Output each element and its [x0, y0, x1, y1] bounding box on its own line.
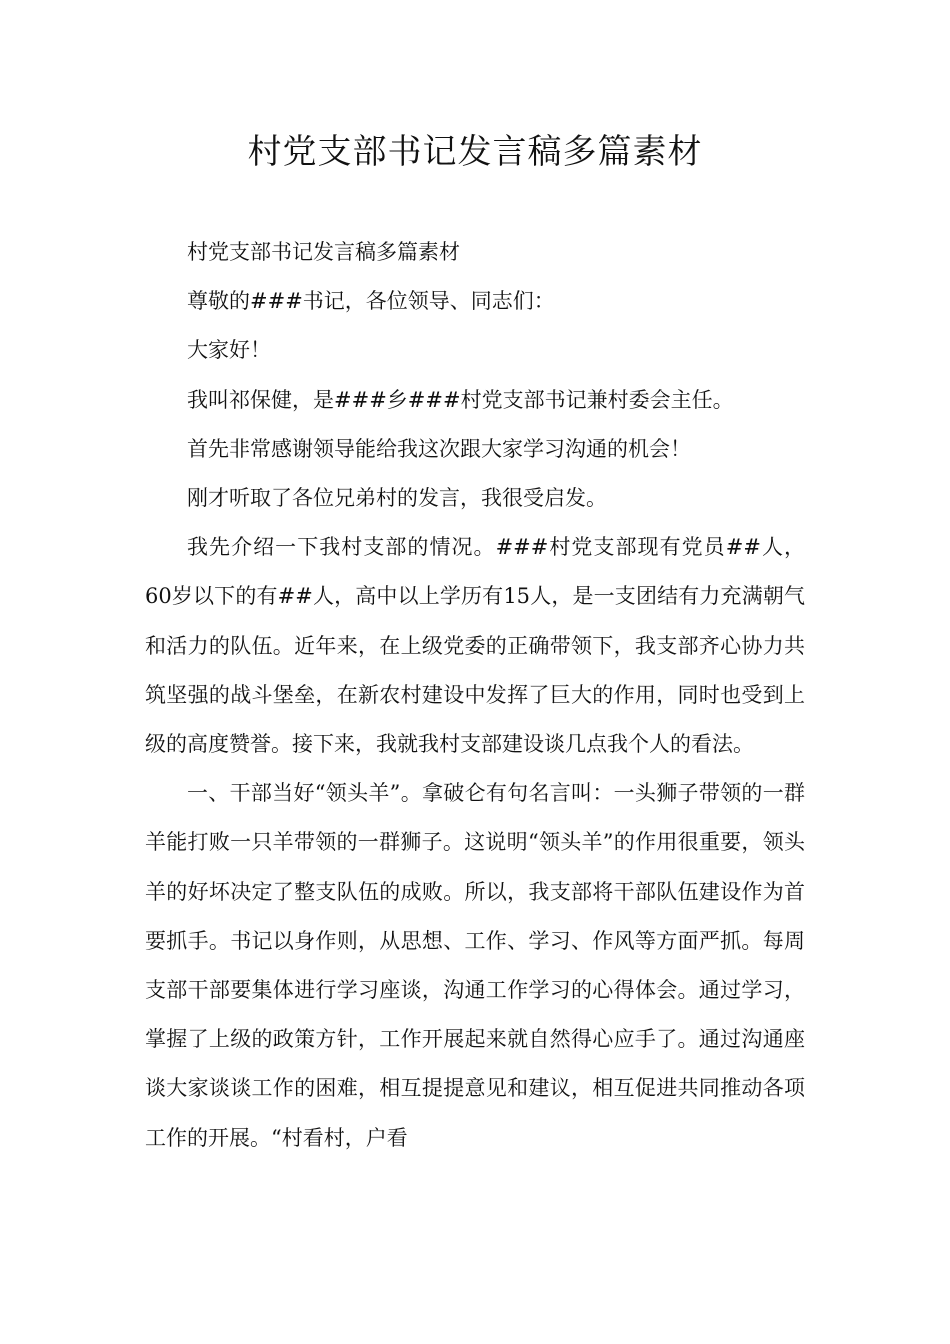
paragraph-thanks: 首先非常感谢领导能给我这次跟大家学习沟通的机会！: [187, 436, 691, 461]
paragraph-point-one: 一、干部当好“领头羊”。拿破仑有句名言叫：一头狮子带领的一群羊能打败一只羊带领的一群狮子。这说明“领头羊”的作用很重要，领头羊的好坏决定了整支队伍的成败。所以，我支部将干部队伍建设作为首要抓手。书记以身作则，从思想、工作、学习、作风等方面严抓。每周支部干部要集体进行学习座谈，沟通工作学习的心得体会。通过学习，掌握了上级的政策方针，工作开展起来就自然得心应手了。通过沟通座谈大家谈谈工作的困难，相互提提意见和建议，相互促进共同推动各项工作的开展。“村看村，户看: [145, 781, 805, 1150]
paragraph-inspired: 刚才听取了各位兄弟村的发言，我很受启发。: [187, 486, 607, 511]
paragraph-subtitle: 村党支部书记发言稿多篇素材: [187, 240, 460, 264]
paragraph-branch-overview: 我先介绍一下我村支部的情况。###村党支部现有党员##人，60岁以下的有##人，高中以上学历有15人，是一支团结有力充满朝气和活力的队伍。近年来，在上级党委的正确带领下，我支部齐心协力共筑坚强的战斗堡垒，在新农村建设中发挥了巨大的作用，同时也受到上级的高度赞誉。接下来，我就我村支部建设谈几点我个人的看法。: [145, 535, 805, 757]
paragraph-self-introduction: 我叫祁保健，是###乡###村党支部书记兼村委会主任。: [187, 387, 734, 412]
paragraph-salutation: 尊敬的###书记，各位领导、同志们：: [187, 289, 555, 314]
document-body: [145, 228, 805, 1163]
paragraph-greeting: 大家好！: [187, 338, 271, 363]
document-title: 村党支部书记发言稿多篇素材: [247, 132, 703, 172]
